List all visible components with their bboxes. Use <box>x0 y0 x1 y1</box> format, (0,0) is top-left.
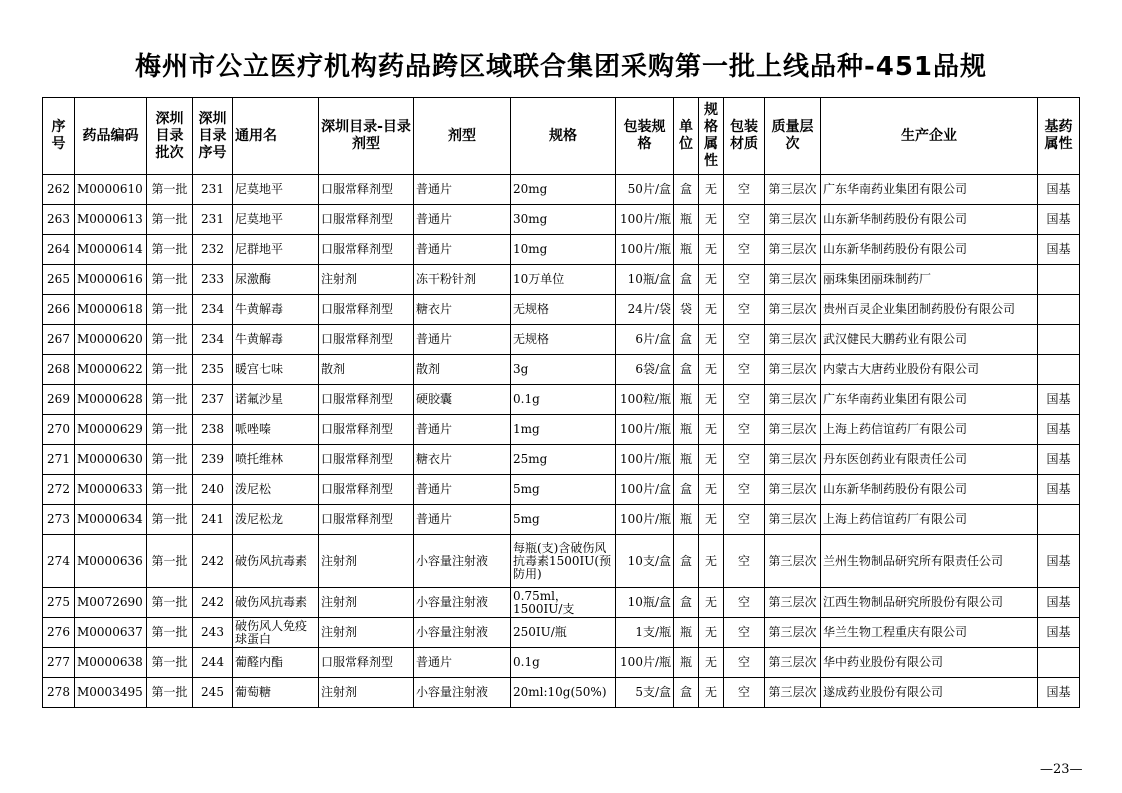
cell-generic-name: 破伤风抗毒素 <box>233 535 319 588</box>
header-col-unit: 单位 <box>674 98 699 175</box>
cell-index: 276 <box>43 618 75 648</box>
cell-unit: 瓶 <box>674 648 699 678</box>
cell-dosage-form: 散剂 <box>414 355 511 385</box>
cell-generic-name: 尼群地平 <box>233 235 319 265</box>
cell-quality-level: 第三层次 <box>765 618 821 648</box>
cell-sz-number: 231 <box>193 205 233 235</box>
cell-quality-level: 第三层次 <box>765 325 821 355</box>
table-row <box>43 535 1080 588</box>
cell-spec-attr: 无 <box>699 175 724 205</box>
cell-manufacturer: 广东华南药业集团有限公司 <box>821 385 1038 415</box>
cell-spec: 0.75ml，1500IU/支 <box>511 588 616 618</box>
cell-unit: 盒 <box>674 535 699 588</box>
cell-sz-dosage-form: 口服常释剂型 <box>319 415 414 445</box>
header-col-manufacturer: 生产企业 <box>821 98 1038 175</box>
cell-generic-name: 牛黄解毒 <box>233 295 319 325</box>
table-row <box>43 265 1080 295</box>
table-row <box>43 415 1080 445</box>
cell-sz-batch: 第一批 <box>147 295 193 325</box>
cell-generic-name: 牛黄解毒 <box>233 325 319 355</box>
cell-spec-attr: 无 <box>699 475 724 505</box>
cell-generic-name: 泼尼松龙 <box>233 505 319 535</box>
cell-dosage-form: 糖衣片 <box>414 295 511 325</box>
cell-spec: 10万单位 <box>511 265 616 295</box>
cell-sz-number: 239 <box>193 445 233 475</box>
cell-spec: 每瓶(支)含破伤风抗毒素1500IU(预防用) <box>511 535 616 588</box>
cell-manufacturer: 兰州生物制品研究所有限责任公司 <box>821 535 1038 588</box>
cell-sz-dosage-form: 口服常释剂型 <box>319 175 414 205</box>
cell-sz-batch: 第一批 <box>147 415 193 445</box>
cell-quality-level: 第三层次 <box>765 265 821 295</box>
cell-sz-batch: 第一批 <box>147 325 193 355</box>
header-col-sz-number: 深圳目录序号 <box>193 98 233 175</box>
cell-essential-drug <box>1038 505 1080 535</box>
table-row <box>43 235 1080 265</box>
cell-package-spec: 6袋/盒 <box>616 355 674 385</box>
table-row <box>43 205 1080 235</box>
header-col-generic-name: 通用名 <box>233 98 319 175</box>
cell-manufacturer: 丹东医创药业有限责任公司 <box>821 445 1038 475</box>
cell-dosage-form: 普通片 <box>414 475 511 505</box>
cell-package-material: 空 <box>724 265 765 295</box>
header-col-quality-level: 质量层次 <box>765 98 821 175</box>
cell-sz-dosage-form: 口服常释剂型 <box>319 235 414 265</box>
cell-manufacturer: 华兰生物工程重庆有限公司 <box>821 618 1038 648</box>
cell-dosage-form: 小容量注射液 <box>414 588 511 618</box>
cell-sz-number: 234 <box>193 325 233 355</box>
cell-drug-code: M0000614 <box>75 235 147 265</box>
cell-package-spec: 10瓶/盒 <box>616 588 674 618</box>
cell-sz-number: 242 <box>193 588 233 618</box>
cell-drug-code: M0000620 <box>75 325 147 355</box>
cell-sz-batch: 第一批 <box>147 385 193 415</box>
cell-drug-code: M0000622 <box>75 355 147 385</box>
cell-spec: 1mg <box>511 415 616 445</box>
cell-sz-batch: 第一批 <box>147 678 193 708</box>
cell-quality-level: 第三层次 <box>765 678 821 708</box>
table-row <box>43 678 1080 708</box>
cell-sz-dosage-form: 注射剂 <box>319 535 414 588</box>
cell-manufacturer: 上海上药信谊药厂有限公司 <box>821 505 1038 535</box>
cell-manufacturer: 丽珠集团丽珠制药厂 <box>821 265 1038 295</box>
cell-quality-level: 第三层次 <box>765 175 821 205</box>
cell-package-spec: 100片/瓶 <box>616 205 674 235</box>
cell-unit: 瓶 <box>674 235 699 265</box>
cell-manufacturer: 遂成药业股份有限公司 <box>821 678 1038 708</box>
cell-sz-dosage-form: 口服常释剂型 <box>319 648 414 678</box>
cell-sz-dosage-form: 口服常释剂型 <box>319 325 414 355</box>
cell-sz-dosage-form: 口服常释剂型 <box>319 385 414 415</box>
cell-package-material: 空 <box>724 325 765 355</box>
cell-quality-level: 第三层次 <box>765 415 821 445</box>
cell-spec-attr: 无 <box>699 648 724 678</box>
cell-quality-level: 第三层次 <box>765 535 821 588</box>
cell-index: 267 <box>43 325 75 355</box>
cell-unit: 盒 <box>674 325 699 355</box>
cell-index: 271 <box>43 445 75 475</box>
cell-package-material: 空 <box>724 535 765 588</box>
cell-sz-dosage-form: 口服常释剂型 <box>319 205 414 235</box>
cell-dosage-form: 普通片 <box>414 235 511 265</box>
cell-index: 263 <box>43 205 75 235</box>
table-row <box>43 648 1080 678</box>
cell-unit: 瓶 <box>674 415 699 445</box>
cell-package-material: 空 <box>724 475 765 505</box>
cell-sz-batch: 第一批 <box>147 235 193 265</box>
cell-essential-drug: 国基 <box>1038 588 1080 618</box>
cell-sz-batch: 第一批 <box>147 175 193 205</box>
cell-spec: 无规格 <box>511 325 616 355</box>
cell-unit: 瓶 <box>674 505 699 535</box>
cell-generic-name: 诺氟沙星 <box>233 385 319 415</box>
cell-package-spec: 24片/袋 <box>616 295 674 325</box>
cell-sz-number: 231 <box>193 175 233 205</box>
cell-unit: 瓶 <box>674 205 699 235</box>
cell-spec-attr: 无 <box>699 588 724 618</box>
cell-spec: 3g <box>511 355 616 385</box>
table-row <box>43 445 1080 475</box>
cell-quality-level: 第三层次 <box>765 588 821 618</box>
cell-quality-level: 第三层次 <box>765 235 821 265</box>
cell-spec-attr: 无 <box>699 325 724 355</box>
cell-package-spec: 100片/瓶 <box>616 648 674 678</box>
cell-sz-dosage-form: 注射剂 <box>319 618 414 648</box>
cell-sz-batch: 第一批 <box>147 205 193 235</box>
cell-package-spec: 100片/瓶 <box>616 235 674 265</box>
cell-sz-dosage-form: 口服常释剂型 <box>319 475 414 505</box>
cell-package-material: 空 <box>724 618 765 648</box>
cell-sz-number: 235 <box>193 355 233 385</box>
cell-sz-batch: 第一批 <box>147 535 193 588</box>
cell-package-spec: 100片/瓶 <box>616 415 674 445</box>
cell-spec-attr: 无 <box>699 415 724 445</box>
cell-package-spec: 50片/盒 <box>616 175 674 205</box>
page-number: —23— <box>1040 762 1083 777</box>
cell-quality-level: 第三层次 <box>765 295 821 325</box>
cell-generic-name: 哌唑嗪 <box>233 415 319 445</box>
cell-unit: 盒 <box>674 355 699 385</box>
cell-package-material: 空 <box>724 175 765 205</box>
cell-unit: 盒 <box>674 175 699 205</box>
cell-drug-code: M0000630 <box>75 445 147 475</box>
cell-package-material: 空 <box>724 648 765 678</box>
cell-quality-level: 第三层次 <box>765 505 821 535</box>
cell-generic-name: 尼莫地平 <box>233 205 319 235</box>
cell-index: 262 <box>43 175 75 205</box>
cell-drug-code: M0000610 <box>75 175 147 205</box>
cell-spec: 5mg <box>511 505 616 535</box>
cell-package-spec: 1支/瓶 <box>616 618 674 648</box>
cell-generic-name: 葡醛内酯 <box>233 648 319 678</box>
cell-drug-code: M0072690 <box>75 588 147 618</box>
cell-index: 274 <box>43 535 75 588</box>
cell-unit: 盒 <box>674 265 699 295</box>
cell-sz-batch: 第一批 <box>147 618 193 648</box>
table-row <box>43 355 1080 385</box>
cell-sz-number: 233 <box>193 265 233 295</box>
cell-spec-attr: 无 <box>699 445 724 475</box>
cell-package-spec: 100片/盒 <box>616 475 674 505</box>
cell-spec-attr: 无 <box>699 618 724 648</box>
cell-package-material: 空 <box>724 235 765 265</box>
cell-dosage-form: 糖衣片 <box>414 445 511 475</box>
cell-index: 269 <box>43 385 75 415</box>
cell-package-material: 空 <box>724 445 765 475</box>
cell-manufacturer: 江西生物制品研究所股份有限公司 <box>821 588 1038 618</box>
cell-spec: 0.1g <box>511 385 616 415</box>
cell-sz-number: 232 <box>193 235 233 265</box>
cell-dosage-form: 普通片 <box>414 175 511 205</box>
cell-dosage-form: 普通片 <box>414 648 511 678</box>
cell-package-material: 空 <box>724 678 765 708</box>
cell-spec-attr: 无 <box>699 385 724 415</box>
header-col-spec: 规格 <box>511 98 616 175</box>
cell-drug-code: M0003495 <box>75 678 147 708</box>
cell-generic-name: 破伤风人免疫球蛋白 <box>233 618 319 648</box>
cell-essential-drug <box>1038 355 1080 385</box>
cell-unit: 瓶 <box>674 618 699 648</box>
cell-package-material: 空 <box>724 295 765 325</box>
cell-drug-code: M0000613 <box>75 205 147 235</box>
header-col-spec-attr: 规格属性 <box>699 98 724 175</box>
cell-package-spec: 6片/盒 <box>616 325 674 355</box>
cell-spec-attr: 无 <box>699 265 724 295</box>
cell-drug-code: M0000629 <box>75 415 147 445</box>
header-col-index: 序号 <box>43 98 75 175</box>
header-col-dosage-form: 剂型 <box>414 98 511 175</box>
cell-spec: 30mg <box>511 205 616 235</box>
cell-essential-drug: 国基 <box>1038 618 1080 648</box>
cell-spec: 25mg <box>511 445 616 475</box>
table-row <box>43 505 1080 535</box>
cell-spec-attr: 无 <box>699 535 724 588</box>
cell-sz-batch: 第一批 <box>147 588 193 618</box>
cell-index: 273 <box>43 505 75 535</box>
cell-essential-drug: 国基 <box>1038 475 1080 505</box>
table-row <box>43 385 1080 415</box>
cell-package-material: 空 <box>724 385 765 415</box>
drug-table <box>42 97 1080 708</box>
cell-dosage-form: 普通片 <box>414 325 511 355</box>
cell-sz-batch: 第一批 <box>147 648 193 678</box>
cell-essential-drug <box>1038 325 1080 355</box>
cell-drug-code: M0000634 <box>75 505 147 535</box>
cell-index: 264 <box>43 235 75 265</box>
cell-dosage-form: 硬胶囊 <box>414 385 511 415</box>
cell-sz-batch: 第一批 <box>147 505 193 535</box>
cell-drug-code: M0000618 <box>75 295 147 325</box>
cell-sz-dosage-form: 注射剂 <box>319 588 414 618</box>
cell-essential-drug <box>1038 265 1080 295</box>
cell-index: 265 <box>43 265 75 295</box>
cell-spec: 5mg <box>511 475 616 505</box>
cell-dosage-form: 小容量注射液 <box>414 618 511 648</box>
cell-spec-attr: 无 <box>699 235 724 265</box>
cell-essential-drug <box>1038 648 1080 678</box>
cell-manufacturer: 武汉健民大鹏药业有限公司 <box>821 325 1038 355</box>
cell-index: 268 <box>43 355 75 385</box>
header-col-package-material: 包装材质 <box>724 98 765 175</box>
cell-spec: 250IU/瓶 <box>511 618 616 648</box>
cell-sz-number: 243 <box>193 618 233 648</box>
cell-generic-name: 尿激酶 <box>233 265 319 295</box>
cell-manufacturer: 山东新华制药股份有限公司 <box>821 475 1038 505</box>
cell-dosage-form: 普通片 <box>414 505 511 535</box>
cell-sz-number: 234 <box>193 295 233 325</box>
header-col-drug-code: 药品编码 <box>75 98 147 175</box>
cell-dosage-form: 冻干粉针剂 <box>414 265 511 295</box>
cell-essential-drug: 国基 <box>1038 678 1080 708</box>
cell-sz-dosage-form: 口服常释剂型 <box>319 445 414 475</box>
cell-sz-batch: 第一批 <box>147 475 193 505</box>
cell-spec: 0.1g <box>511 648 616 678</box>
cell-essential-drug: 国基 <box>1038 535 1080 588</box>
header-col-sz-dosage-form: 深圳目录-目录剂型 <box>319 98 414 175</box>
page-title: 梅州市公立医疗机构药品跨区域联合集团采购第一批上线品种-451品规 <box>134 52 988 82</box>
cell-unit: 盒 <box>674 588 699 618</box>
cell-sz-number: 244 <box>193 648 233 678</box>
cell-spec-attr: 无 <box>699 205 724 235</box>
cell-generic-name: 喷托维林 <box>233 445 319 475</box>
table-row <box>43 475 1080 505</box>
cell-quality-level: 第三层次 <box>765 355 821 385</box>
cell-sz-number: 240 <box>193 475 233 505</box>
cell-package-material: 空 <box>724 355 765 385</box>
cell-index: 272 <box>43 475 75 505</box>
cell-generic-name: 暖宫七味 <box>233 355 319 385</box>
cell-drug-code: M0000633 <box>75 475 147 505</box>
cell-unit: 盒 <box>674 678 699 708</box>
cell-unit: 袋 <box>674 295 699 325</box>
header-col-essential-drug: 基药属性 <box>1038 98 1080 175</box>
cell-drug-code: M0000637 <box>75 618 147 648</box>
cell-spec-attr: 无 <box>699 505 724 535</box>
cell-index: 275 <box>43 588 75 618</box>
cell-spec: 20ml:10g(50%) <box>511 678 616 708</box>
cell-index: 277 <box>43 648 75 678</box>
header-col-package-spec: 包装规格 <box>616 98 674 175</box>
cell-sz-dosage-form: 散剂 <box>319 355 414 385</box>
cell-package-spec: 5支/盒 <box>616 678 674 708</box>
cell-package-spec: 10瓶/盒 <box>616 265 674 295</box>
cell-package-spec: 100片/瓶 <box>616 445 674 475</box>
table-body <box>43 175 1080 708</box>
cell-sz-batch: 第一批 <box>147 265 193 295</box>
cell-unit: 瓶 <box>674 385 699 415</box>
cell-drug-code: M0000628 <box>75 385 147 415</box>
cell-quality-level: 第三层次 <box>765 648 821 678</box>
cell-sz-dosage-form: 注射剂 <box>319 265 414 295</box>
cell-manufacturer: 山东新华制药股份有限公司 <box>821 235 1038 265</box>
cell-package-spec: 100粒/瓶 <box>616 385 674 415</box>
cell-essential-drug: 国基 <box>1038 235 1080 265</box>
cell-sz-dosage-form: 口服常释剂型 <box>319 295 414 325</box>
cell-spec-attr: 无 <box>699 355 724 385</box>
cell-manufacturer: 内蒙古大唐药业股份有限公司 <box>821 355 1038 385</box>
cell-essential-drug <box>1038 295 1080 325</box>
cell-sz-dosage-form: 口服常释剂型 <box>319 505 414 535</box>
cell-package-material: 空 <box>724 415 765 445</box>
cell-package-spec: 10支/盒 <box>616 535 674 588</box>
cell-sz-number: 237 <box>193 385 233 415</box>
cell-essential-drug: 国基 <box>1038 175 1080 205</box>
cell-generic-name: 泼尼松 <box>233 475 319 505</box>
cell-index: 270 <box>43 415 75 445</box>
cell-unit: 瓶 <box>674 445 699 475</box>
cell-quality-level: 第三层次 <box>765 475 821 505</box>
cell-sz-number: 238 <box>193 415 233 445</box>
table-row <box>43 295 1080 325</box>
header-col-sz-batch: 深圳目录批次 <box>147 98 193 175</box>
table-row <box>43 175 1080 205</box>
cell-quality-level: 第三层次 <box>765 385 821 415</box>
cell-dosage-form: 普通片 <box>414 205 511 235</box>
cell-drug-code: M0000616 <box>75 265 147 295</box>
cell-spec: 20mg <box>511 175 616 205</box>
table-row <box>43 325 1080 355</box>
cell-quality-level: 第三层次 <box>765 205 821 235</box>
cell-dosage-form: 小容量注射液 <box>414 678 511 708</box>
cell-essential-drug: 国基 <box>1038 385 1080 415</box>
cell-drug-code: M0000638 <box>75 648 147 678</box>
cell-sz-number: 242 <box>193 535 233 588</box>
cell-manufacturer: 贵州百灵企业集团制药股份有限公司 <box>821 295 1038 325</box>
cell-dosage-form: 小容量注射液 <box>414 535 511 588</box>
cell-generic-name: 葡萄糖 <box>233 678 319 708</box>
cell-sz-number: 241 <box>193 505 233 535</box>
cell-package-material: 空 <box>724 588 765 618</box>
cell-index: 266 <box>43 295 75 325</box>
cell-manufacturer: 山东新华制药股份有限公司 <box>821 205 1038 235</box>
cell-dosage-form: 普通片 <box>414 415 511 445</box>
cell-spec-attr: 无 <box>699 295 724 325</box>
cell-unit: 盒 <box>674 475 699 505</box>
cell-essential-drug: 国基 <box>1038 205 1080 235</box>
cell-essential-drug: 国基 <box>1038 445 1080 475</box>
cell-package-material: 空 <box>724 505 765 535</box>
table-row <box>43 588 1080 618</box>
cell-package-material: 空 <box>724 205 765 235</box>
cell-generic-name: 尼莫地平 <box>233 175 319 205</box>
table-row <box>43 618 1080 648</box>
cell-sz-number: 245 <box>193 678 233 708</box>
cell-spec-attr: 无 <box>699 678 724 708</box>
cell-package-spec: 100片/瓶 <box>616 505 674 535</box>
cell-generic-name: 破伤风抗毒素 <box>233 588 319 618</box>
cell-sz-batch: 第一批 <box>147 445 193 475</box>
cell-quality-level: 第三层次 <box>765 445 821 475</box>
cell-spec: 无规格 <box>511 295 616 325</box>
cell-essential-drug: 国基 <box>1038 415 1080 445</box>
cell-sz-dosage-form: 注射剂 <box>319 678 414 708</box>
cell-index: 278 <box>43 678 75 708</box>
cell-manufacturer: 华中药业股份有限公司 <box>821 648 1038 678</box>
table-header <box>43 98 1080 175</box>
cell-manufacturer: 广东华南药业集团有限公司 <box>821 175 1038 205</box>
cell-drug-code: M0000636 <box>75 535 147 588</box>
cell-sz-batch: 第一批 <box>147 355 193 385</box>
cell-manufacturer: 上海上药信谊药厂有限公司 <box>821 415 1038 445</box>
cell-spec: 10mg <box>511 235 616 265</box>
